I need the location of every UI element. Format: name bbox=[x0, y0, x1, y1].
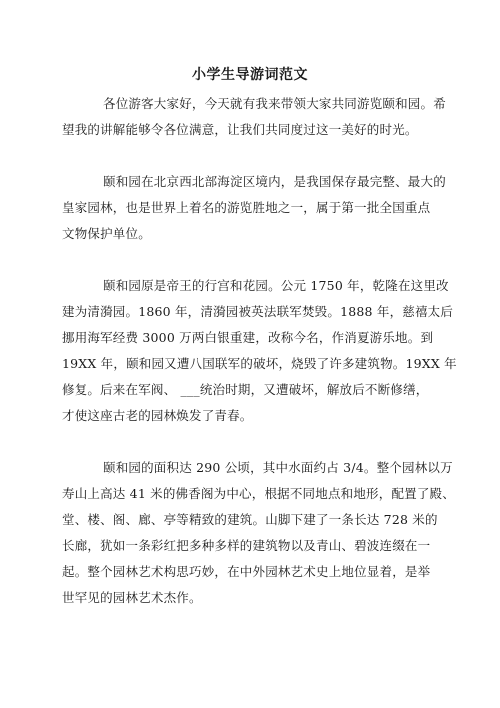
paragraph-2-line-2: 皇家园林，也是世界上着名的游览胜地之一，属于第一批全国重点 bbox=[62, 200, 431, 215]
document-title: 小学生导游词范文 bbox=[192, 67, 308, 83]
paragraph-3-line-3: 挪用海军经费 3000 万两白银重建，改称今名，作消夏游乐地。到 bbox=[62, 330, 434, 345]
paragraph-4-line-6: 世罕见的园林艺术杰作。 bbox=[62, 590, 202, 605]
paragraph-2-line-3: 文物保护单位。 bbox=[62, 226, 151, 241]
paragraph-4-line-3: 堂、楼、阁、廊、亭等精致的建筑。山脚下建了一条长达 728 米的 bbox=[62, 512, 438, 527]
paragraph-3-line-2: 建为清漪园。1860 年，清漪园被英法联军焚毁。1888 年，慈禧太后 bbox=[62, 304, 454, 319]
paragraph-4-line-4: 长廊，犹如一条彩红把多种多样的建筑物以及青山、碧波连缀在一 bbox=[62, 538, 431, 553]
paragraph-3-line-1: 颐和园原是帝王的行宫和花园。公元 1750 年，乾隆在这里改 bbox=[103, 278, 449, 293]
paragraph-3-line-5: 修复。后来在军阀、 ___统治时期，又遭破坏，解放后不断修缮， bbox=[62, 382, 429, 397]
paragraph-4-line-2: 寿山上高达 41 米的佛香阁为中心，根据不同地点和地形，配置了殿、 bbox=[62, 486, 455, 501]
paragraph-2-line-1: 颐和园在北京西北部海淀区境内，是我国保存最完整、最大的 bbox=[103, 174, 446, 189]
paragraph-3-line-4: 19XX 年，颐和园又遭八国联军的破坏，烧毁了许多建筑物。19XX 年 bbox=[62, 356, 457, 371]
paragraph-1-line-2: 望我的讲解能够令各位满意，让我们共同度过这一美好的时光。 bbox=[62, 122, 418, 137]
paragraph-3-line-6: 才使这座古老的园林焕发了青春。 bbox=[62, 408, 253, 423]
paragraph-4-line-5: 起。整个园林艺术构思巧妙，在中外园林艺术史上地位显着，是举 bbox=[62, 564, 431, 579]
paragraph-1-line-1: 各位游客大家好，今天就有我来带领大家共同游览颐和园。希 bbox=[103, 96, 446, 111]
paragraph-4-line-1: 颐和园的面积达 290 公顷，其中水面约占 3/4。整个园林以万 bbox=[103, 460, 453, 475]
